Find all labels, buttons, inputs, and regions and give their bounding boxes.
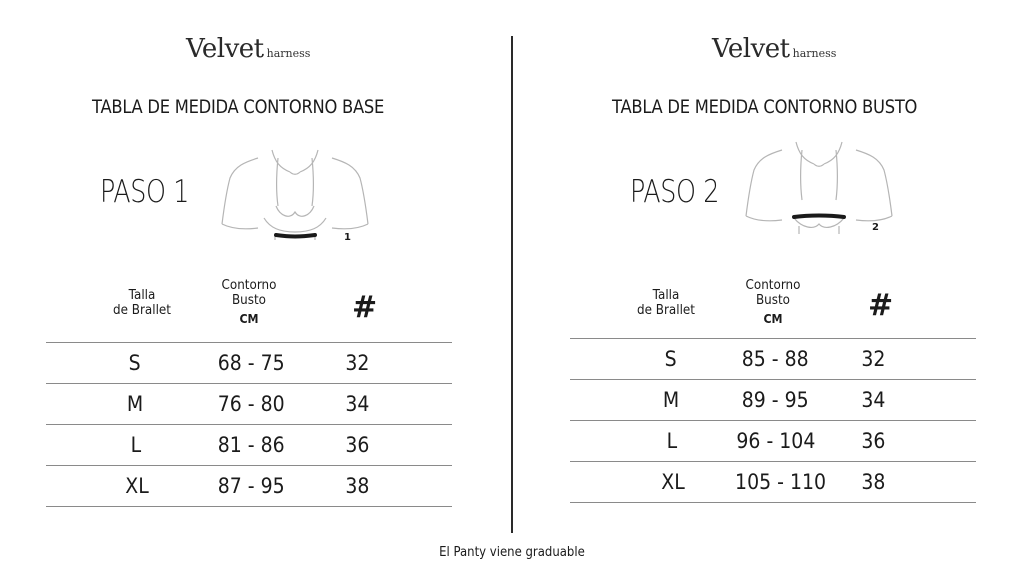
footnote-text: El Panty viene graduable [439,545,585,560]
cell-size: S [128,351,141,375]
header-measure-line2: Busto [231,293,267,308]
cell-range: 76 - 80 [217,392,285,416]
torso-base-measure-illustration [220,148,370,248]
table-title: TABLA DE MEDIDA CONTORNO BUSTO [612,96,918,118]
size-chart-bust-panel [512,0,1024,582]
cell-range: 81 - 86 [217,433,285,457]
brand-name: Velvet [712,34,790,64]
header-number: # [352,290,378,325]
measure-marker: 1 [344,232,351,243]
header-unit: CM [239,312,259,326]
torso-bust-measure-illustration [744,140,894,240]
brand-logo [186,34,310,64]
cell-number: 38 [861,470,886,494]
size-table [46,342,452,507]
table-row [46,383,452,424]
header-number: # [868,288,894,323]
table-row [570,338,976,379]
cell-size: S [664,347,677,371]
brand-tagline: harness [792,47,837,60]
cell-size: XL [125,474,149,498]
header-size-line2: de Brallet [113,303,171,318]
table-row [46,424,452,465]
table-row [570,379,976,420]
header-measure-line2: Busto [755,293,791,308]
base-measure-line [276,235,315,237]
header-size-line2: de Brallet [637,303,695,318]
bust-measure-line [794,216,844,218]
cell-size: M [662,388,680,412]
table-row [570,420,976,461]
header-size-line1: Talla [652,288,680,303]
header-measure-line1: Contorno [221,278,277,293]
footnote [0,545,1024,560]
cell-size: XL [661,470,685,494]
cell-number: 38 [345,474,370,498]
cell-range: 105 - 110 [735,470,827,494]
cell-number: 36 [861,429,886,453]
cell-size: L [130,433,142,457]
cell-number: 32 [861,347,886,371]
table-row [46,465,452,507]
cell-number: 34 [345,392,370,416]
cell-size: M [126,392,144,416]
cell-range: 87 - 95 [217,474,285,498]
step-label: PASO 2 [630,174,720,210]
cell-range: 68 - 75 [217,351,285,375]
brand-logo [712,34,836,64]
cell-size: L [666,429,678,453]
table-title: TABLA DE MEDIDA CONTORNO BASE [92,96,385,118]
cell-number: 36 [345,433,370,457]
cell-number: 32 [345,351,370,375]
header-size [631,288,701,318]
cell-number: 34 [861,388,886,412]
header-unit: CM [763,312,783,326]
table-row [46,342,452,383]
step-label: PASO 1 [100,174,190,210]
header-measure [213,278,285,327]
table-row [570,461,976,503]
header-measure-line1: Contorno [745,278,801,293]
size-table [570,338,976,503]
header-size [107,288,177,318]
brand-name: Velvet [186,34,264,64]
header-size-line1: Talla [128,288,156,303]
brand-tagline: harness [266,47,311,60]
measure-marker: 2 [872,222,879,233]
cell-range: 85 - 88 [741,347,809,371]
header-measure [737,278,809,327]
cell-range: 96 - 104 [736,429,816,453]
cell-range: 89 - 95 [741,388,809,412]
